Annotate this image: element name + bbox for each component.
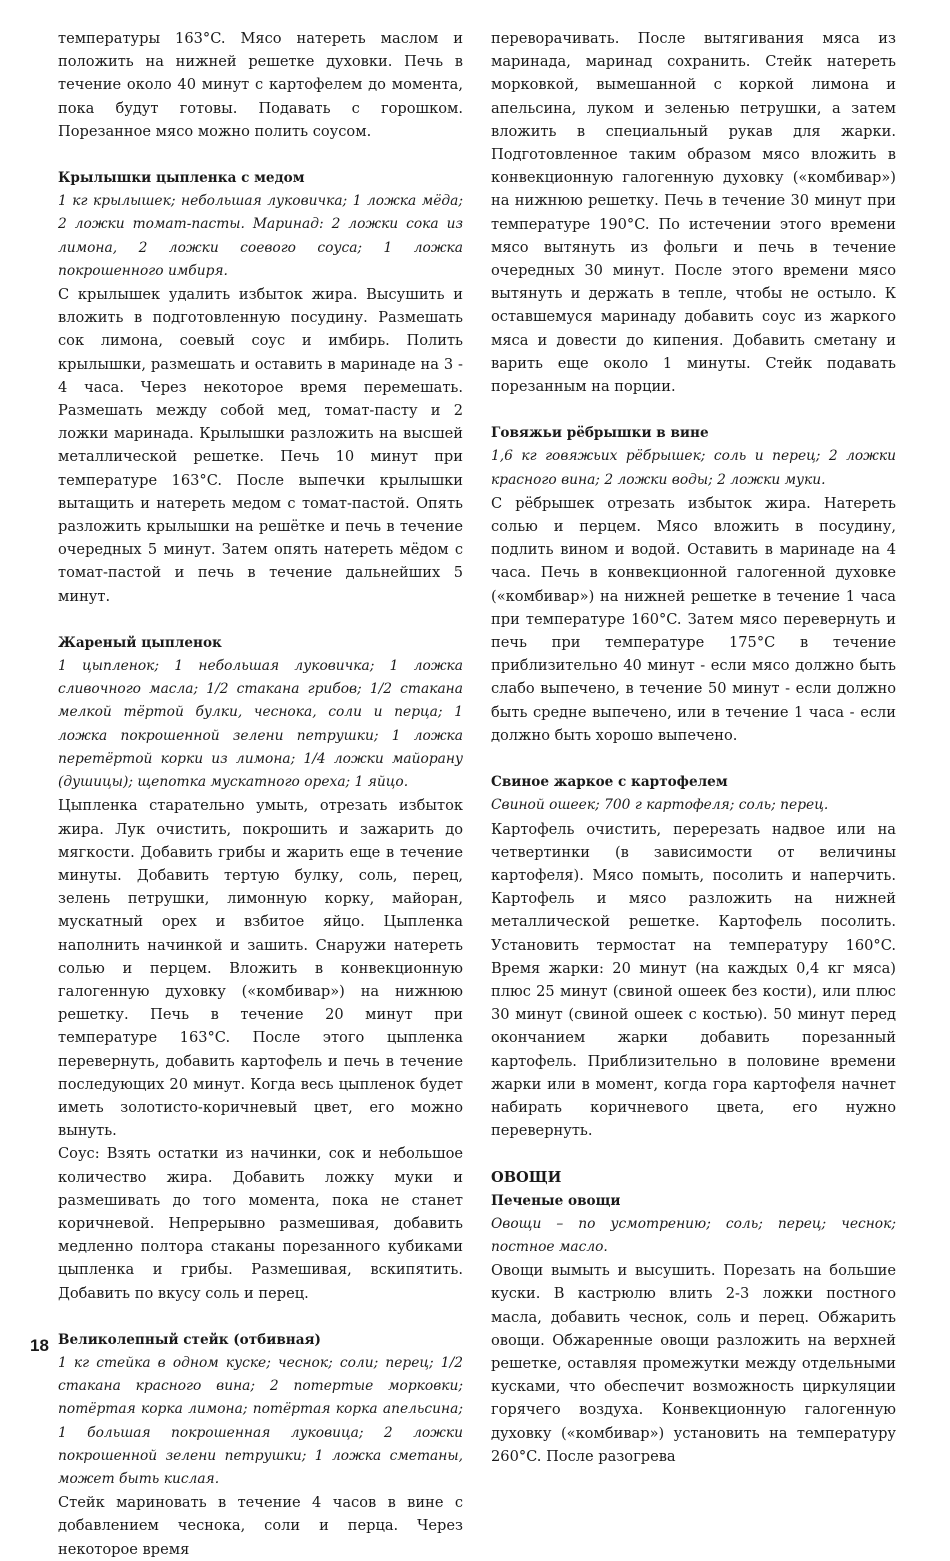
recipe-chicken: [58, 632, 463, 1305]
left-column: [58, 27, 463, 1561]
recipe-instructions: С крылышек удалить избыток жира. Высушить и вложить в подготовленную посудину. Размешать сок лимона, соевый соус и имбирь. Полить крылышки, размешать и оставить в маринаде на 3 - 4 часа. Через некоторое время перемешать. Размешать между собой мед, томат-пасту и 2 ложки маринада. Крылышки разложить на высшей металлической решетке. Печь 10 минут при температуре 163°C. После выпечки крылышки вытащить и натереть медом с томат-пастой. Опять разложить крылышки на решётке и печь в течение очередных 5 минут. Затем опять натереть мёдом с томат-пастой и печь в течение дальнейших 5 минут.: [58, 286, 463, 605]
recipe-instructions: Картофель очистить, перерезать надвое или на четвертинки (в зависимости от величины картофеля). Мясо помыть, посолить и наперчить. Картофель и мясо разложить на нижней металлической решетке. Картофель посолить. Установить термостат на температуру 160°C. Время жарки: 20 минут (на каждых 0,4 кг мяса) плюс 25 минут (свиной ошеек без кости), или плюс 30 минут (свиной ошеек с костью). 50 минут перед окончанием жарки добавить порезанный картофель. Приблизительно в половине времени жарки или в момент, когда гора картофеля начнет набирать коричневого цвета, его нужно перевернуть.: [491, 820, 896, 1140]
recipe-title: Жареный цыпленок: [58, 634, 222, 651]
recipe-title: Крылышки цыпленка с медом: [58, 170, 305, 187]
recipe-instructions: Овощи вымыть и высушить. Порезать на большие куски. В кастрюлю влить 2-3 ложки постного масла, добавить чеснок, соль и перец. Обжарить овощи. Обжаренные овощи разложить на верхней решетке, оставляя промежутки между отдельными кусками, что обеспечит возможность циркуляции горячего воздуха. Конвекционную галогенную духовку («комбивар») установить на температуру 260°C. После разогрева: [491, 1262, 896, 1465]
recipe-ingredients: 1,6 кг говяжьих рёбрышек; соль и перец; 2 ложки красного вина; 2 ложки воды; 2 ложки муки.: [491, 448, 896, 488]
recipe-title: Великолепный стейк (отбивная): [58, 1331, 321, 1348]
recipe-title: Печеные овощи: [491, 1192, 621, 1209]
recipe-sauce: Соус: Взять остатки из начинки, сок и небольшое количество жира. Добавить ложку муки и размешивать до того момента, пока не станет коричневой. Непрерывно размешивая, добавить медленно полтора стаканы порезанного кубиками цыпленка и грибы. Размешивая, вскипятить. Добавить по вкусу соль и перец.: [58, 1145, 463, 1302]
recipe-ingredients: 1 кг крылышек; небольшая луковичка; 1 ложка мёда; 2 ложки томат-пасты. Маринад: 2 ложки сока из лимона, 2 ложки соевого соуса; 1 ложка покрошенного имбиря.: [58, 193, 463, 279]
recipe-instructions: С рёбрышек отрезать избыток жира. Натереть солью и перцем. Мясо вложить в посудину, подлить вином и водой. Оставить в маринаде на 4 часа. Печь в конвекционной галогенной духовке («комбивар») на нижней решетке в течение 1 часа при температуре 160°C. Затем мясо перевернуть и печь при температуре 175°C в течение приблизительно 40 минут - если мясо должно быть слабо выпечено, в течение 50 минут - если должно быть средне выпечено, или в течение 1 часа - если должно быть хорошо выпечено.: [491, 494, 896, 744]
right-column: [491, 27, 896, 1468]
recipe-ingredients: 1 цыпленок; 1 небольшая луковичка; 1 ложка сливочного масла; 1/2 стакана грибов; 1/2 стакана мелкой тёртой булки, чеснока, соли и перца; 1 ложка покрошенной зелени петрушки; 1 ложка перетёртой корки из лимона; 1/4 ложки майорану (душицы); щепотка мускатного ореха; 1 яйцо.: [58, 658, 463, 791]
recipe-ingredients: 1 кг стейка в одном куске; чеснок; соли; перец; 1/2 стакана красного вина; 2 потертые морковки; потёртая корка лимона; потёртая корка апельсина; 1 большая покрошенная луковица; 2 ложки покрошенной зелени петрушки; 1 ложка сметаны, может быть кислая.: [58, 1354, 463, 1487]
recipe-ingredients: Свиной ошеек; 700 г картофеля; соль; перец.: [491, 797, 829, 814]
section-heading: ОВОЩИ: [491, 1169, 562, 1187]
steak-continued: переворачивать. После вытягивания мяса из маринада, маринад сохранить. Стейк натереть морковкой, вымешанной с коркой лимона и апельсина, луком и зеленью петрушки, а затем вложить в специальный рукав для жарки. Подготовленное таким образом мясо вложить в конвекционную галогенную духовку («комбивар») на нижнюю решетку. Печь в течение 30 минут при температуре 190°C. По истечении этого времени мясо вытянуть из фольги и печь в течение очередных 30 минут. После этого времени мясо вытянуть и держать в тепле, чтобы не остыло. К оставшемуся маринаду добавить соус из жаркого мяса и довести до кипения. Добавить сметану и варить еще около 1 минуты. Стейк подавать порезанным на порции.: [491, 30, 896, 396]
page-number: 18: [30, 1336, 49, 1355]
recipe-steak: [58, 1329, 463, 1561]
recipe-ingredients: Овощи – по усмотрению; соль; перец; чеснок; постное масло.: [491, 1215, 896, 1255]
recipe-pork: [491, 771, 896, 1142]
recipe-title: Свиное жаркое с картофелем: [491, 774, 728, 791]
recipe-vegetables: [491, 1190, 896, 1468]
recipe-wings: [58, 167, 463, 608]
recipe-instructions: Стейк мариновать в течение 4 часов в вине с добавлением чеснока, соли и перца. Через некоторое время: [58, 1494, 463, 1558]
recipe-title: Говяжьи рёбрышки в вине: [491, 425, 709, 442]
intro-paragraph: температуры 163°C. Мясо натереть маслом и положить на нижней решетке духовки. Печь в течение около 40 минут с картофелем до момента, пока будут готовы. Подавать с горошком. Порезанное мясо можно полить соусом.: [58, 30, 463, 140]
recipe-ribs: [491, 422, 896, 747]
recipe-instructions: Цыпленка старательно умыть, отрезать избыток жира. Лук очистить, покрошить и зажарить до мягкости. Добавить грибы и жарить еще в течение минуты. Добавить тертую булку, соль, перец, зелень петрушки, лимонную корку, майоран, мускатный орех и взбитое яйцо. Цыпленка наполнить начинкой и зашить. Снаружи натереть солью и перцем. Вложить в конвекционную галогенную духовку («комбивар») на нижнюю решетку. Печь в течение 20 минут при температуре 163°C. После этого цыпленка перевернуть, добавить картофель и печь в течение последующих 20 минут. Когда весь цыпленок будет иметь золотисто-коричневый цвет, его можно вынуть.: [58, 797, 463, 1140]
